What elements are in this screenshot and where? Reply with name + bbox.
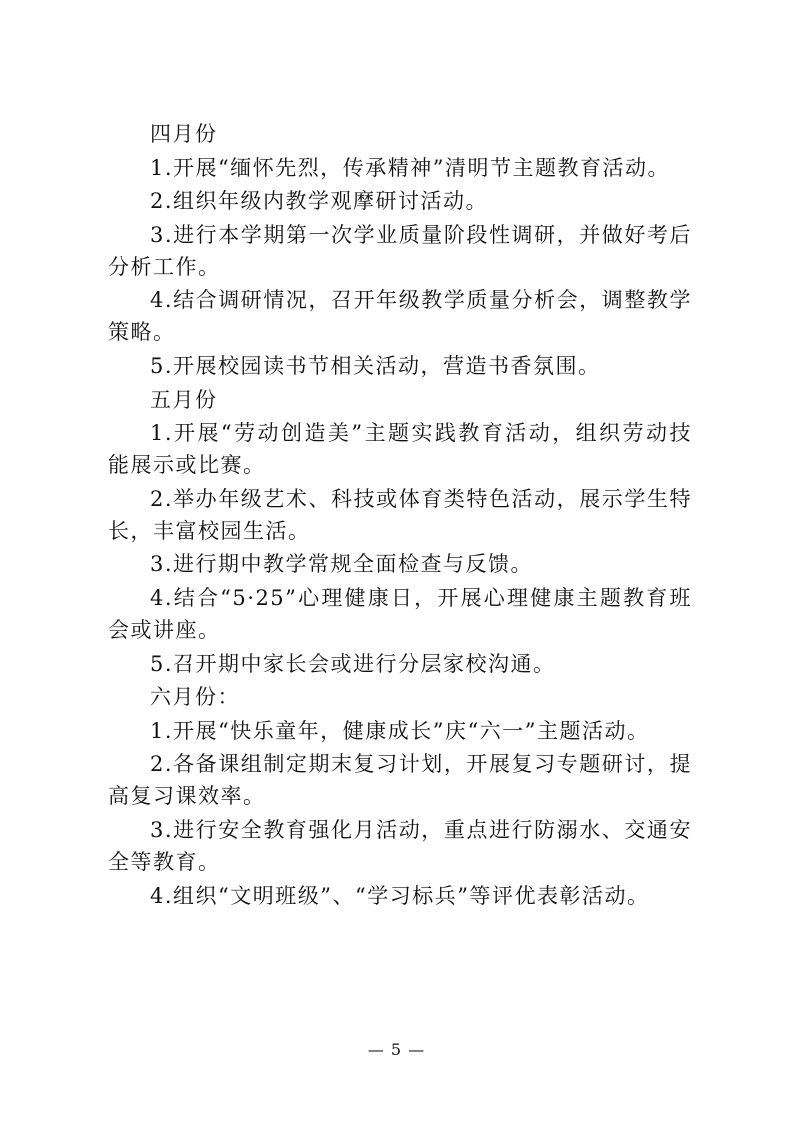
april-item-5: 5.开展校园读书节相关活动，营造书香氛围。 [150,353,601,378]
may-heading: 五月份 [150,387,218,412]
document-body [108,118,692,913]
april-item-1: 1.开展“缅怀先烈，传承精神”清明节主题教育活动。 [150,155,671,180]
april-item-3: 3.进行本学期第一次学业质量阶段性调研，并做好考后分析工作。 [108,222,692,279]
june-item-1: 1.开展“快乐童年，健康成长”庆“六一”主题活动。 [150,718,650,743]
may-item-4: 4.结合“5·25”心理健康日，开展心理健康主题教育班会或讲座。 [108,585,692,642]
april-heading: 四月份 [150,122,218,146]
page-number: — 5 — [367,1040,426,1059]
june-item-2: 2.各备课组制定期末复习计划，开展复习专题研讨，提高复习课效率。 [108,752,692,809]
april-item-2: 2.组织年级内教学观摩研讨活动。 [150,189,489,214]
june-item-3: 3.进行安全教育强化月活动，重点进行防溺水、交通安全等教育。 [108,817,692,874]
may-item-1: 1.开展“劳动创造美”主题实践教育活动，组织劳动技能展示或比赛。 [108,421,692,478]
may-item-2: 2.举办年级艺术、科技或体育类特色活动，展示学生特长，丰富校园生活。 [108,486,692,543]
may-item-5: 5.召开期中家长会或进行分层家校沟通。 [150,651,556,676]
may-item-3: 3.进行期中教学常规全面检查与反馈。 [150,552,534,577]
june-item-4: 4.组织“文明班级”、“学习标兵”等评优表彰活动。 [150,883,650,908]
june-heading: 六月份： [150,685,240,710]
april-item-4: 4.结合调研情况，召开年级教学质量分析会，调整教学策略。 [108,288,692,345]
